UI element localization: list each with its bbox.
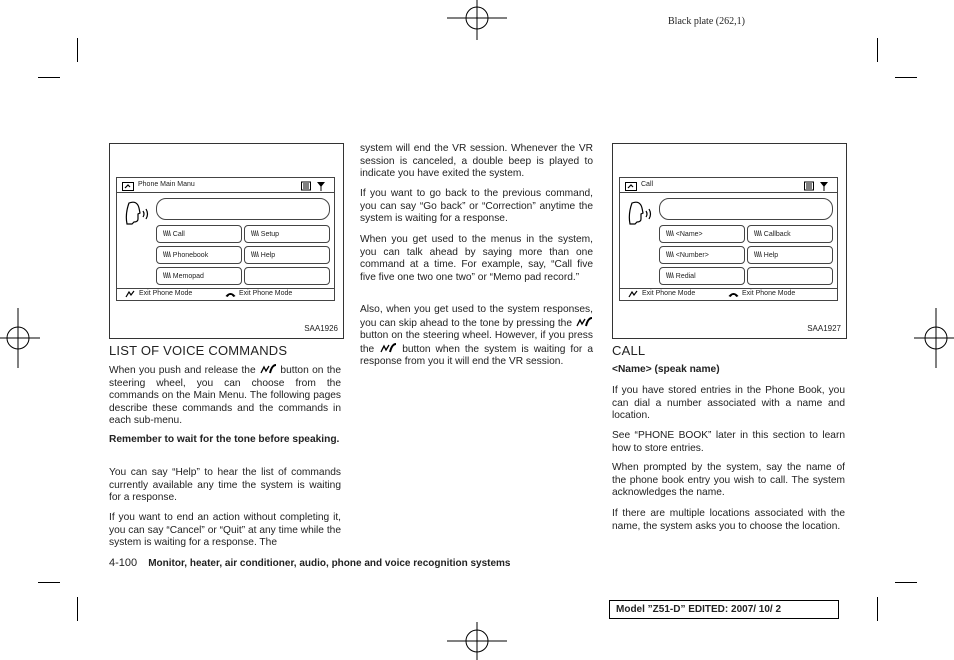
paragraph: If you want to go back to the previous command, you can say “Go back” or “Correction” anytime the system is waiting for a response. [360, 188, 593, 225]
talk-button-icon [575, 317, 593, 328]
talk-button-icon [379, 343, 397, 354]
paragraph-bold: Remember to wait for the tone before speaking. [109, 434, 340, 445]
registration-mark-bottom [447, 622, 507, 660]
paragraph: If there are multiple locations associated with the name, the system asks you to choose the location. [612, 508, 845, 532]
subheading: <Name> (speak name) [612, 364, 720, 375]
phone-icon [625, 182, 637, 191]
footer-title: Monitor, heater, air conditioner, audio, phone and voice recognition systems [148, 558, 511, 569]
figure-phone-main-menu [109, 143, 344, 339]
page-number: 4-100 [109, 557, 138, 569]
menu-button-help[interactable]: \\\\ Help [244, 246, 330, 264]
battery-icon [804, 181, 814, 191]
menu-button-setup[interactable]: \\\\ Setup [244, 225, 330, 243]
talk-icon [628, 290, 639, 299]
menu-button-memopad[interactable]: \\\\ Memopad [156, 267, 242, 285]
screen-title: Phone Main Manu [138, 181, 195, 188]
talk-button-icon [259, 364, 277, 375]
signal-antenna-icon [316, 181, 326, 191]
menu-button-help[interactable]: \\\\ Help [747, 246, 833, 264]
registration-mark-left [0, 308, 40, 368]
paragraph: If you want to end an action without completing it, you can say “Cancel” or “Quit” at any time while the system is waiting for a response. The [109, 512, 341, 549]
voice-head-icon [626, 200, 654, 226]
menu-button-call[interactable]: \\\\ Call [156, 225, 242, 243]
paragraph: Also, when you get used to the system responses, you can skip ahead to the tone by pressing the button on the steering wheel. However, if you press the button when the system is waiting for a response from you it will end the VR session. [360, 304, 593, 368]
exit-label-left: Exit Phone Mode [642, 290, 696, 297]
hang-up-icon [728, 291, 739, 298]
screen-display [619, 177, 838, 301]
battery-icon [301, 181, 311, 191]
paragraph: When prompted by the system, say the name of the phone book entry you wish to call. The system acknowledges the name. [612, 462, 845, 499]
figure-id: SAA1927 [807, 324, 841, 333]
menu-button-number[interactable]: \\\\ <Number> [659, 246, 745, 264]
menu-button-phonebook[interactable]: \\\\ Phonebook [156, 246, 242, 264]
signal-antenna-icon [819, 181, 829, 191]
paragraph: When you get used to the menus in the system, you can talk ahead by saying more than one command at a time. For example, say, “Call five five five one two one two” or “Memo pad record.” [360, 234, 593, 283]
figure-id: SAA1926 [304, 324, 338, 333]
menu-button-redial[interactable]: \\\\ Redial [659, 267, 745, 285]
menu-button-callback[interactable]: \\\\ Callback [747, 225, 833, 243]
figure-call-menu [612, 143, 847, 339]
section-heading: LIST OF VOICE COMMANDS [109, 343, 288, 358]
voice-input-bar [156, 198, 330, 220]
model-edited-box: Model ”Z51-D” EDITED: 2007/ 10/ 2 [609, 600, 839, 619]
paragraph: When you push and release the button on the steering wheel, you can choose from the commands on the Main Menu. The following pages describe these commands and the commands in each sub-menu. [109, 365, 341, 427]
page-footer [109, 557, 511, 569]
paragraph: You can say “Help” to hear the list of commands currently available any time the system is waiting for a response. [109, 467, 341, 504]
hang-up-icon [225, 291, 236, 298]
voice-input-bar [659, 198, 833, 220]
paragraph: See “PHONE BOOK” later in this section to learn how to store entries. [612, 430, 845, 454]
registration-mark-top [447, 0, 507, 40]
exit-label-left: Exit Phone Mode [139, 290, 193, 297]
voice-head-icon [123, 200, 151, 226]
plate-label: Black plate (262,1) [668, 16, 745, 27]
phone-icon [122, 182, 134, 191]
exit-label-right: Exit Phone Mode [239, 290, 293, 297]
section-heading: CALL [612, 343, 646, 358]
paragraph: If you have stored entries in the Phone Book, you can dial a number associated with a name and location. [612, 385, 845, 422]
registration-mark-right [914, 308, 954, 368]
talk-icon [125, 290, 136, 299]
exit-label-right: Exit Phone Mode [742, 290, 796, 297]
paragraph: system will end the VR session. Whenever the VR session is canceled, a double beep is played to indicate you have exited the system. [360, 143, 593, 180]
screen-display [116, 177, 335, 301]
screen-title: Call [641, 181, 654, 188]
menu-button-empty[interactable] [244, 267, 330, 285]
menu-button-name[interactable]: \\\\ <Name> [659, 225, 745, 243]
menu-button-empty[interactable] [747, 267, 833, 285]
